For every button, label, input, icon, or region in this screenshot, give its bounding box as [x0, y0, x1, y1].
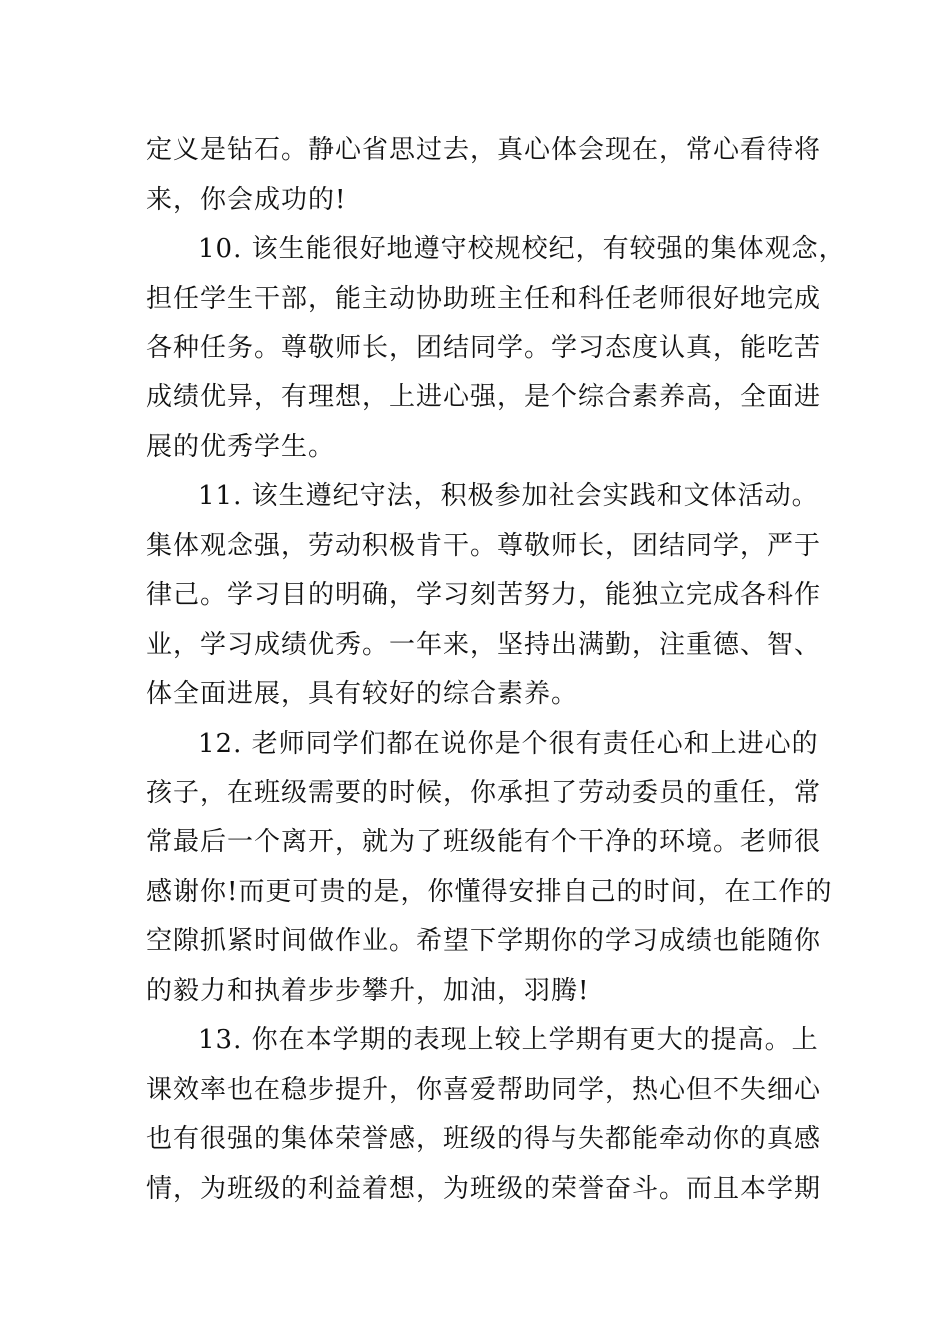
paragraph-12-start: 12. 老师同学们都在说你是个很有责任心和上进心的: [198, 729, 819, 759]
paragraph-11-start: 11. 该生遵纪守法，积极参加社会实践和文体活动。: [198, 481, 819, 511]
text-line: 孩子，在班级需要的时候，你承担了劳动委员的重任，常: [146, 778, 822, 808]
paragraph-10-start: 10. 该生能很好地遵守校规校纪，有较强的集体观念，: [198, 234, 846, 264]
text-line: 成绩优异，有理想，上进心强，是个综合素养高，全面进: [146, 382, 822, 412]
paragraph-13-start: 13. 你在本学期的表现上较上学期有更大的提高。上: [198, 1025, 819, 1055]
text-line: 展的优秀学生。: [146, 432, 336, 462]
text-line: 集体观念强，劳动积极肯干。尊敬师长，团结同学，严于: [146, 531, 822, 561]
text-line: 也有很强的集体荣誉感，班级的得与失都能牵动你的真感: [146, 1124, 822, 1154]
text-line: 来，你会成功的!: [146, 185, 347, 215]
text-line: 业，学习成绩优秀。一年来，坚持出满勤，注重德、智、: [146, 630, 822, 660]
text-line: 课效率也在稳步提升，你喜爱帮助同学，热心但不失细心: [146, 1075, 822, 1105]
text-line: 情，为班级的利益着想，为班级的荣誉奋斗。而且本学期: [146, 1174, 822, 1204]
text-line: 空隙抓紧时间做作业。希望下学期你的学习成绩也能随你: [146, 926, 822, 956]
text-line: 定义是钻石。静心省思过去，真心体会现在，常心看待将: [146, 135, 822, 165]
text-line: 感谢你!而更可贵的是，你懂得安排自己的时间，在工作的: [146, 877, 833, 907]
text-line: 常最后一个离开，就为了班级能有个干净的环境。老师很: [146, 827, 822, 857]
text-line: 各种任务。尊敬师长，团结同学。学习态度认真，能吃苦: [146, 333, 822, 363]
text-line: 体全面进展，具有较好的综合素养。: [146, 679, 579, 709]
text-line: 律己。学习目的明确，学习刻苦努力，能独立完成各科作: [146, 580, 822, 610]
text-line: 的毅力和执着步步攀升，加油，羽腾!: [146, 976, 590, 1006]
text-line: 担任学生干部，能主动协助班主任和科任老师很好地完成: [146, 284, 822, 314]
